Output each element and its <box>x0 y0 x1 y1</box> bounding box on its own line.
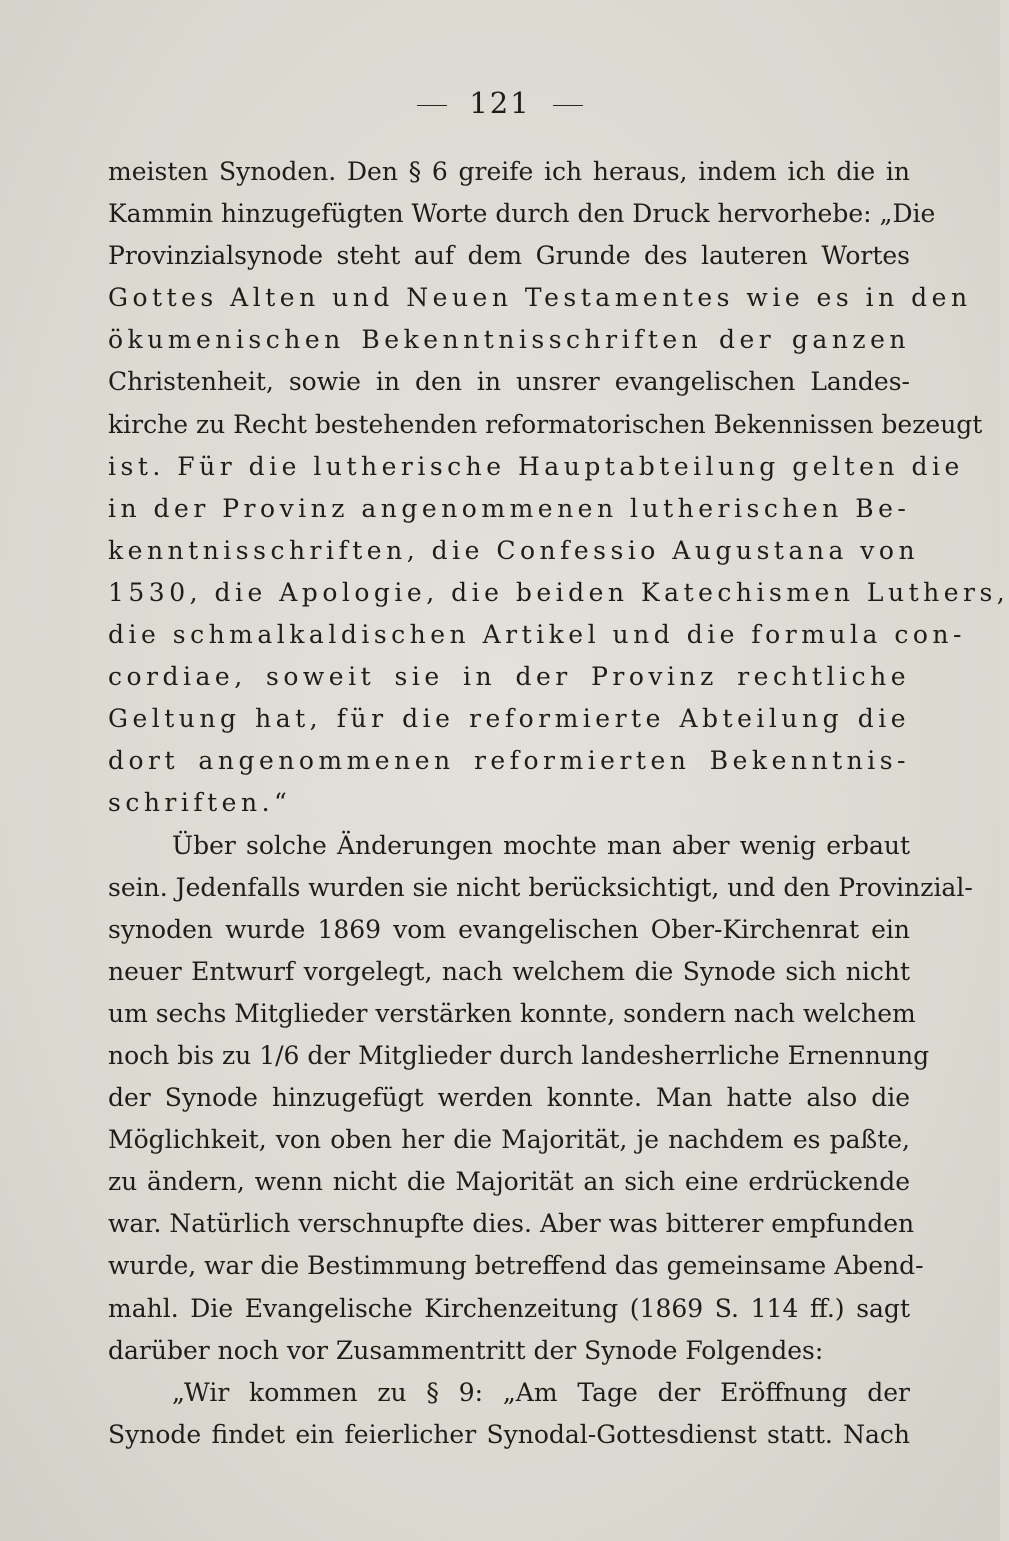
text-line: Über solche Änderungen mochte man aber wenig erbaut <box>172 830 910 860</box>
text-line: 1530, die Apologie, die beiden Katechismen Luthers, <box>108 577 1009 607</box>
text-line: in der Provinz angenommenen lutherischen Be- <box>108 493 911 523</box>
text-line: noch bis zu 1/6 der Mitglieder durch landesherrliche Ernennung <box>108 1040 930 1070</box>
text-line: wurde, war die Bestimmung betreffend das gemeinsame Abend- <box>108 1251 924 1281</box>
text-line: mahl. Die Evangelische Kirchenzeitung (1869 S. 114 ff.) sagt <box>108 1293 910 1323</box>
text-line: Synode findet ein feierlicher Synodal-Gottesdienst statt. Nach <box>108 1419 910 1449</box>
text-line: kenntnisschriften, die Confessio Augustana von <box>108 535 920 565</box>
text-line: Provinzialsynode steht auf dem Grunde des lauteren Wortes <box>108 241 910 271</box>
text-line: Möglichkeit, von oben her die Majorität, je nachdem es paßte, <box>108 1125 910 1155</box>
text-line: um sechs Mitglieder verstärken konnte, sondern nach welchem <box>108 998 916 1028</box>
text-line: dort angenommenen reformierten Bekenntnis- <box>108 746 910 776</box>
text-line: neuer Entwurf vorgelegt, nach welchem die Synode sich nicht <box>108 956 910 986</box>
text-line: zu ändern, wenn nicht die Majorität an sich eine erdrückende <box>108 1167 910 1197</box>
text-line: Geltung hat, für die reformierte Abteilung die <box>108 704 910 734</box>
text-line: schriften.“ <box>108 788 292 818</box>
text-line: war. Natürlich verschnupfte dies. Aber was bitterer empfunden <box>108 1209 915 1239</box>
text-line: Kammin hinzugefügten Worte durch den Druck hervorhebe: „Die <box>108 199 936 229</box>
text-line: darüber noch vor Zusammentritt der Synode Folgendes: <box>108 1335 824 1365</box>
text-line: synoden wurde 1869 vom evangelischen Ober-Kirchenrat ein <box>108 914 910 944</box>
header-dash-right <box>553 105 583 106</box>
text-line: „Wir kommen zu § 9: „Am Tage der Eröffnung der <box>172 1377 910 1407</box>
text-line: Gottes Alten und Neuen Testamentes wie es in den <box>108 283 972 313</box>
text-line: kirche zu Recht bestehenden reformatorischen Bekennissen bezeugt <box>108 409 983 439</box>
text-line: ist. Für die lutherische Hauptabteilung gelten die <box>108 451 964 481</box>
text-line: sein. Jedenfalls wurden sie nicht berücksichtigt, und den Provinzial- <box>108 872 973 902</box>
page-header <box>0 86 1000 120</box>
text-line: der Synode hinzugefügt werden konnte. Man hatte also die <box>108 1083 910 1113</box>
page-number: 121 <box>469 86 531 120</box>
text-line: cordiae, soweit sie in der Provinz rechtliche <box>108 662 910 692</box>
text-line: die schmalkaldischen Artikel und die formula con- <box>108 620 966 650</box>
text-line: Christenheit, sowie in den in unsrer evangelischen Landes- <box>108 367 910 397</box>
page-body-text <box>108 151 1009 1456</box>
header-dash-left <box>417 105 447 106</box>
text-line: meisten Synoden. Den § 6 greife ich heraus, indem ich die in <box>108 157 910 186</box>
text-line: ökumenischen Bekenntnisschriften der ganzen <box>108 325 910 355</box>
